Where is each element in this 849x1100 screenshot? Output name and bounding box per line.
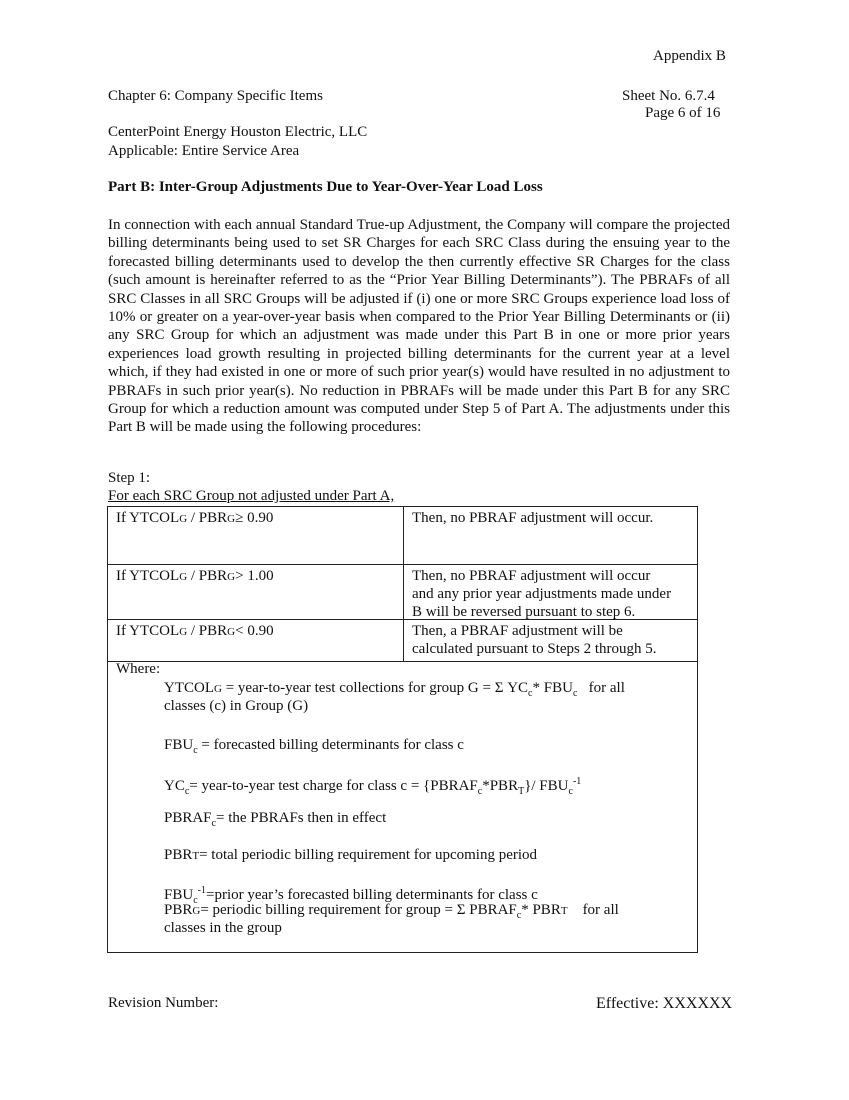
- chapter-title: Chapter 6: Company Specific Items: [108, 88, 323, 104]
- appendix-label: Appendix B: [653, 48, 726, 64]
- section-title: Part B: Inter-Group Adjustments Due to Year-Over-Year Load Loss: [108, 179, 543, 195]
- def-pbrt: PBRT= total periodic billing requirement for upcoming period: [164, 847, 538, 863]
- def-ytcol-cont: classes (c) in Group (G): [164, 698, 309, 714]
- condition-table: [107, 506, 698, 953]
- result-cell-3: Then, a PBRAF adjustment will be calculated pursuant to Steps 2 through 5.: [412, 623, 657, 657]
- def-fbu: $FBU_c$ = forecasted billing determinants for class c: [164, 737, 464, 756]
- where-label: Where:: [116, 661, 161, 677]
- def-fbu-prior: $FBU_c^{-1}=prior$ year’s forecasted billing determinants for class c: [164, 885, 538, 906]
- table-column-divider: [403, 507, 404, 662]
- def-pbrg: PBRG= periodic billing requirement for group = Σ $PBRAF_c*$ PBRT for all: [164, 902, 619, 921]
- def-pbrg-cont: classes in the group: [164, 920, 282, 936]
- result-cell-2: Then, no PBRAF adjustment will occur and any prior year adjustments made under B will be reversed pursuant to step 6.: [412, 568, 672, 620]
- condition-cell-3: If YTCOLG / PBRG< 0.90: [116, 623, 274, 639]
- def-pbraf: $PBRAF_c=$ the PBRAFs then in effect: [164, 810, 387, 829]
- step-intro: For each SRC Group not adjusted under Part A,: [108, 488, 395, 504]
- effective-date: Effective: XXXXXX: [596, 995, 733, 1012]
- condition-cell-2: If YTCOLG / PBRG> 1.00: [116, 568, 274, 584]
- table-row-divider: [108, 661, 697, 662]
- step-label: Step 1:: [108, 470, 151, 486]
- result-cell-1: Then, no PBRAF adjustment will occur.: [412, 510, 654, 526]
- condition-cell-1: If YTCOLG / PBRG≥ 0.90: [116, 510, 274, 526]
- table-row-divider: [108, 564, 697, 565]
- def-ytcol: YTCOLG = year-to-year test collections for group G = Σ $YC_c*$ $FBU_c$ for all: [164, 680, 625, 699]
- revision-number: Revision Number:: [108, 995, 219, 1011]
- def-yc: $YC_c=$ year-to-year test charge for class $c = \{PBRAF_c*PBR_T\}/$ $FBU_c^{-1}$: [164, 776, 582, 797]
- applicable-area: Applicable: Entire Service Area: [108, 143, 300, 159]
- company-name: CenterPoint Energy Houston Electric, LLC: [108, 124, 368, 140]
- page-number: Page 6 of 16: [645, 105, 721, 121]
- sheet-number: Sheet No. 6.7.4: [622, 88, 715, 104]
- body-paragraph: In connection with each annual Standard True-up Adjustment, the Company will compare the projected billing determinants being used to set SR Charges for each SRC Class during the ensuing year to the forecasted billing determinants used to develop the then currently effective SR Charges for the class (such amount is hereinafter referred to as the “Prior Year Billing Determinants”). The PBRAFs of all SRC Classes in all SRC Groups will be adjusted if (i) one or more SRC Groups experience load loss of 10% or greater on a year-over-year basis when compared to the Prior Year Billing Determinants or (ii) any SRC Group for which an adjustment was made under this Part B in one or more prior years experiences load growth resulting in projected billing determinants for the current year at a level which, if they had existed in one or more of such prior year(s) would have resulted in no adjustment to PBRAFs in such prior year(s). No reduction in PBRAFs will be made under this Part B for any SRC Group for which a reduction amount was computed under Step 5 of Part A. The adjustments under this Part B will be made using the following procedures:: [108, 217, 730, 436]
